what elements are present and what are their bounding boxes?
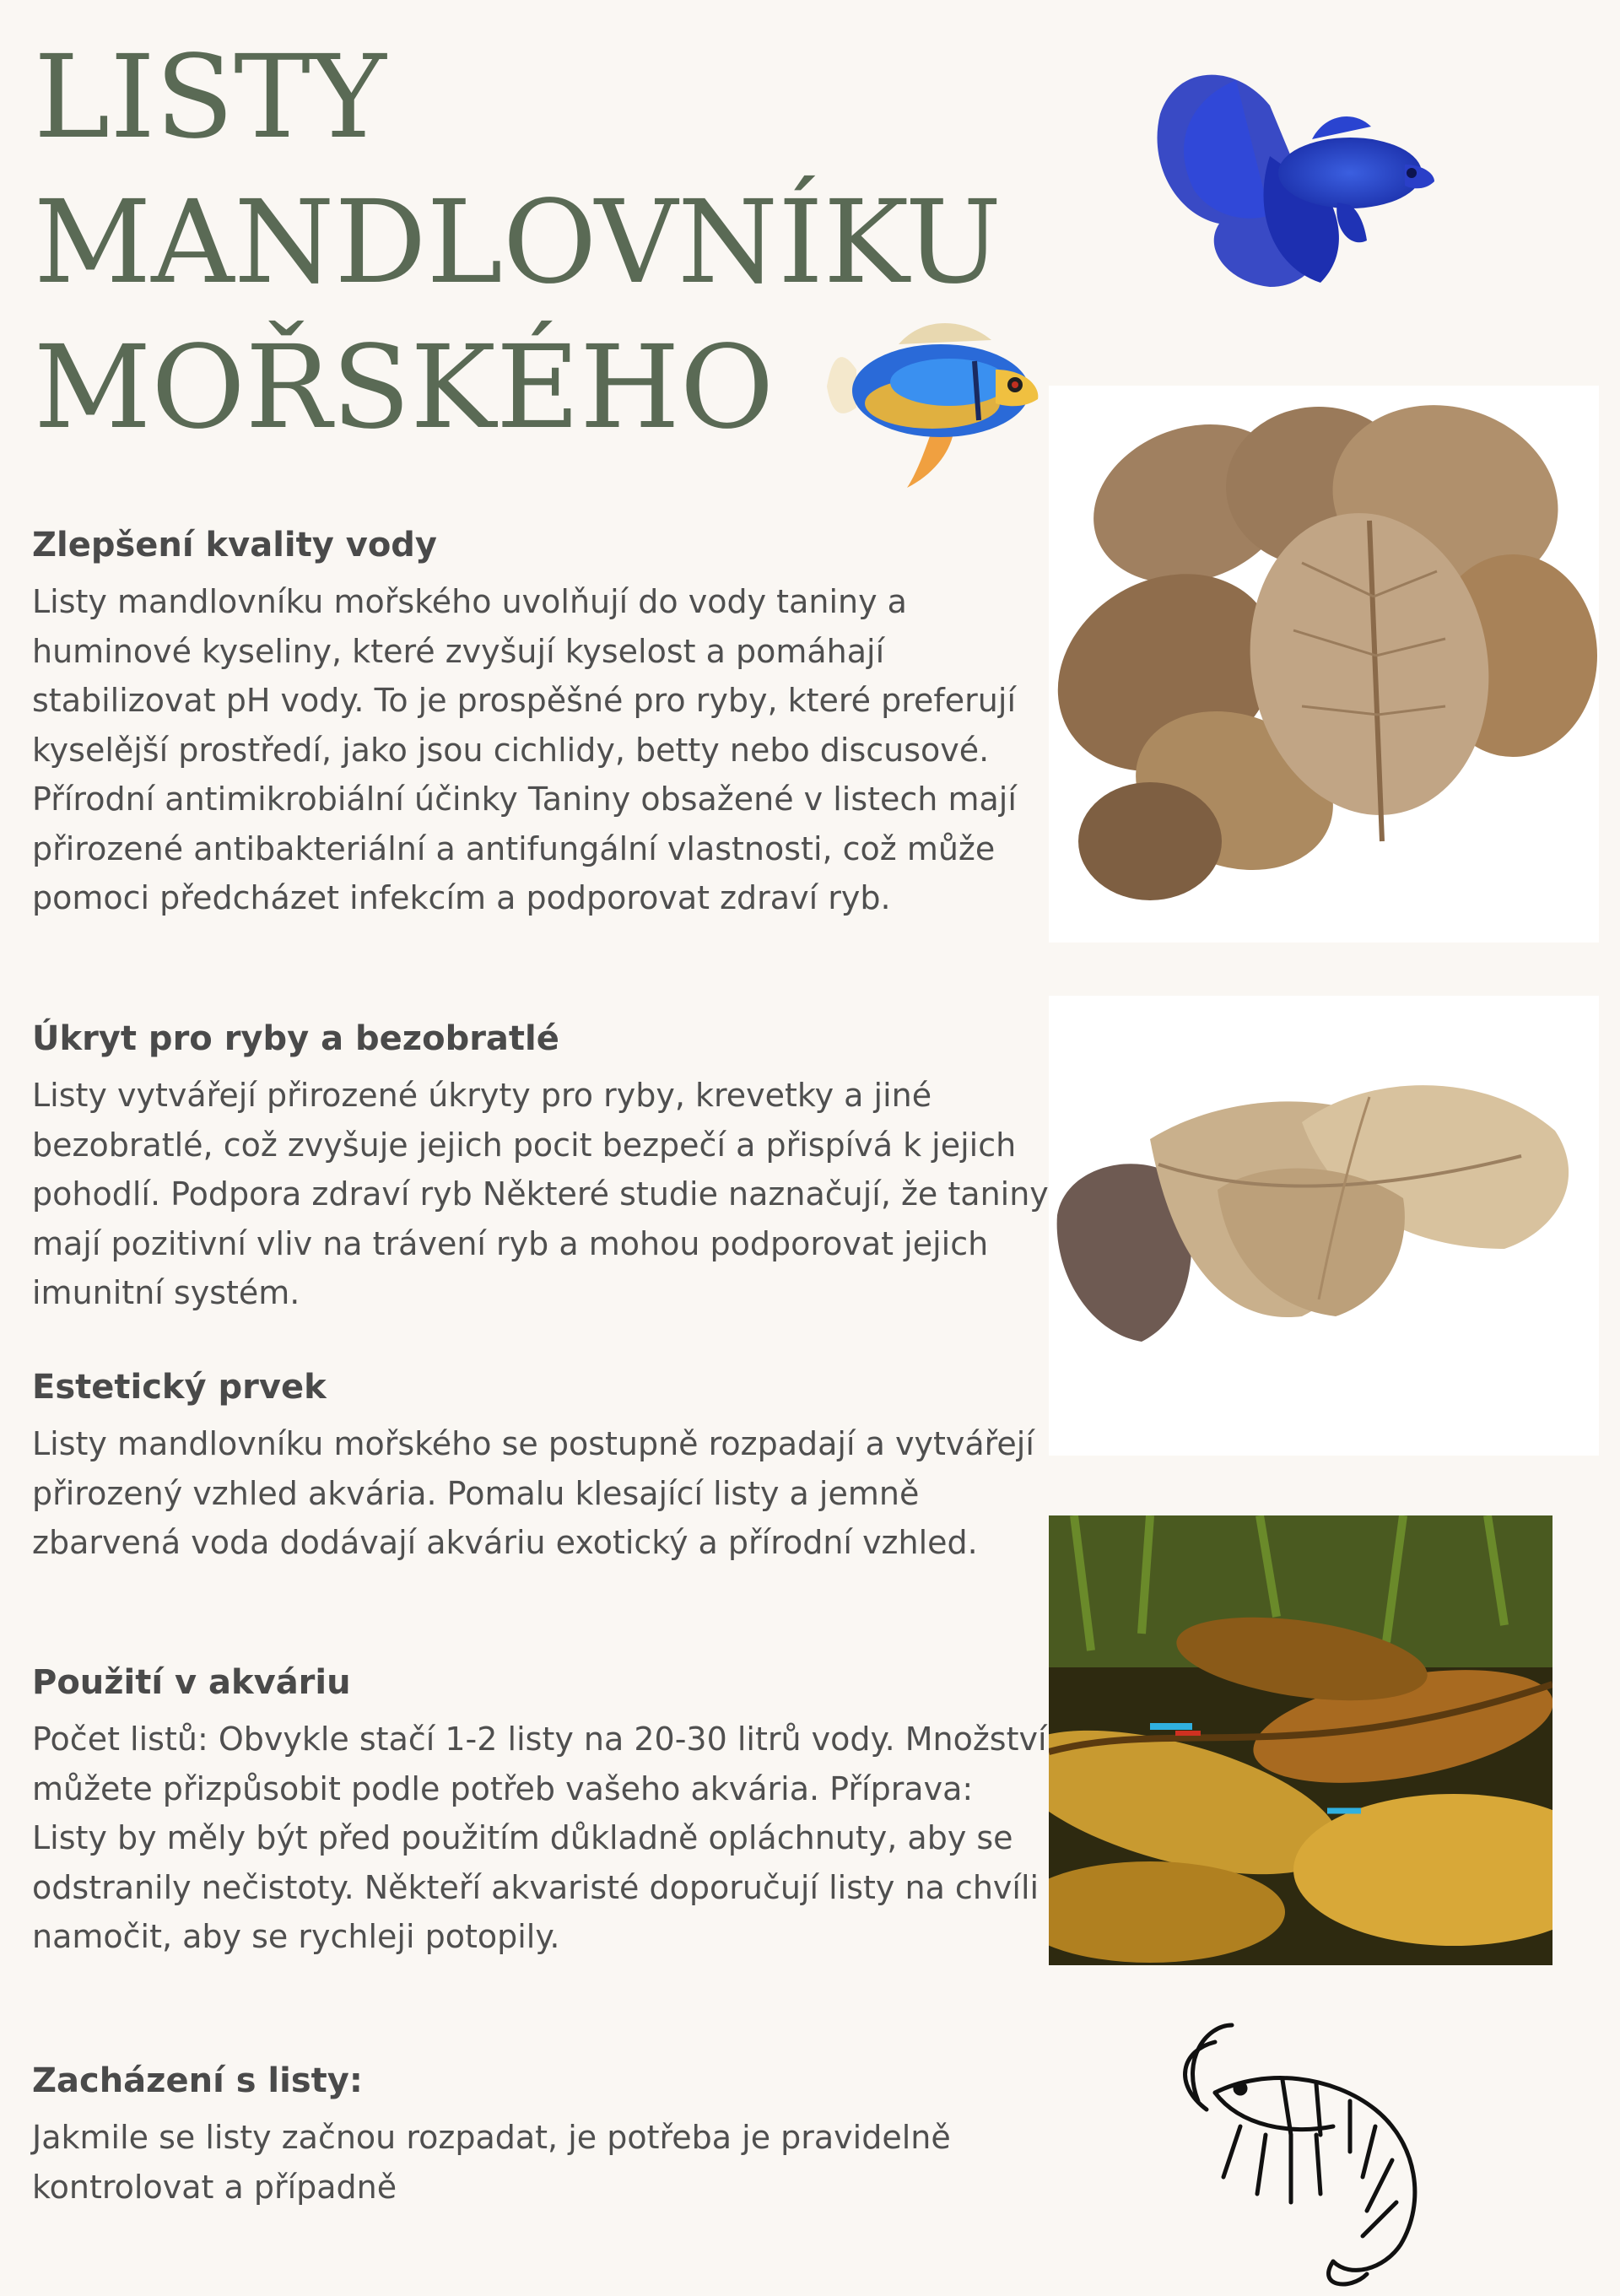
section-text: Jakmile se listy začnou rozpadat, je potřeba je pravidelně kontrolovat a případně	[32, 2119, 951, 2206]
title-line-2: MANDLOVNÍKU	[34, 176, 1002, 310]
almond-leaves-icon	[1049, 386, 1599, 943]
section-heading: Estetický prvek	[32, 1368, 327, 1407]
section-text: Počet listů: Obvykle stačí 1-2 listy na 20-30 litrů vody. Množství můžete přizpůsobit podle potřeb vašeho akvária. Příprava: Listy by měly být před použitím důkladně opláchnuty, aby se odstranily nečistoty. Někteří akvaristé doporučují listy na chvíli namočit, aby se rychleji potopily.	[32, 1721, 1047, 1955]
shrimp-icon	[1148, 2008, 1485, 2295]
betta-fish-icon	[1143, 46, 1443, 291]
section-heading: Zacházení s listy:	[32, 2061, 363, 2100]
section-text: Listy mandlovníku mořského se postupně rozpadají a vytvářejí přirozený vzhled akvária. Pomalu klesající listy a jemně zbarvená voda dodávají akváriu exotický a přírodní vzhled.	[32, 1425, 1034, 1561]
title-line-1: LISTY	[34, 31, 386, 165]
section-aesthetic	[32, 1365, 1053, 1568]
section-water-quality	[32, 523, 1053, 923]
section-text: Listy mandlovníku mořského uvolňují do vody taniny a huminové kyseliny, které zvyšují kyselost a pomáhají stabilizovat pH vody. To je prospěšné pro ryby, které preferují kyselější prostředí, jako jsou cichlidy, betty nebo discusové. Přírodní antimikrobiální účinky Taniny obsažené v listech mají přirozené antibakteriální a antifungální vlastnosti, což může pomoci předcházet infekcím a podporovat zdraví ryb.	[32, 583, 1017, 916]
aquarium-leaves-icon	[1049, 1515, 1552, 1965]
section-handling	[32, 2059, 977, 2212]
section-heading: Zlepšení kvality vody	[32, 526, 437, 565]
ram-cichlid-icon	[823, 311, 1050, 492]
section-text: Listy vytvářejí přirozené úkryty pro ryby, krevetky a jiné bezobratlé, což zvyšuje jejich pocit bezpečí a přispívá k jejich pohodlí. Podpora zdraví ryb Některé studie naznačují, že taniny mají pozitivní vliv na trávení ryb a mohou podporovat jejich imunitní systém.	[32, 1077, 1049, 1311]
section-heading: Použití v akváriu	[32, 1663, 351, 1702]
section-shelter	[32, 1017, 1053, 1318]
section-usage	[32, 1661, 1053, 1962]
title-line-3: MOŘSKÉHO	[34, 321, 775, 455]
section-heading: Úkryt pro ryby a bezobratlé	[32, 1019, 559, 1058]
leaf-pile-icon	[1049, 996, 1599, 1456]
